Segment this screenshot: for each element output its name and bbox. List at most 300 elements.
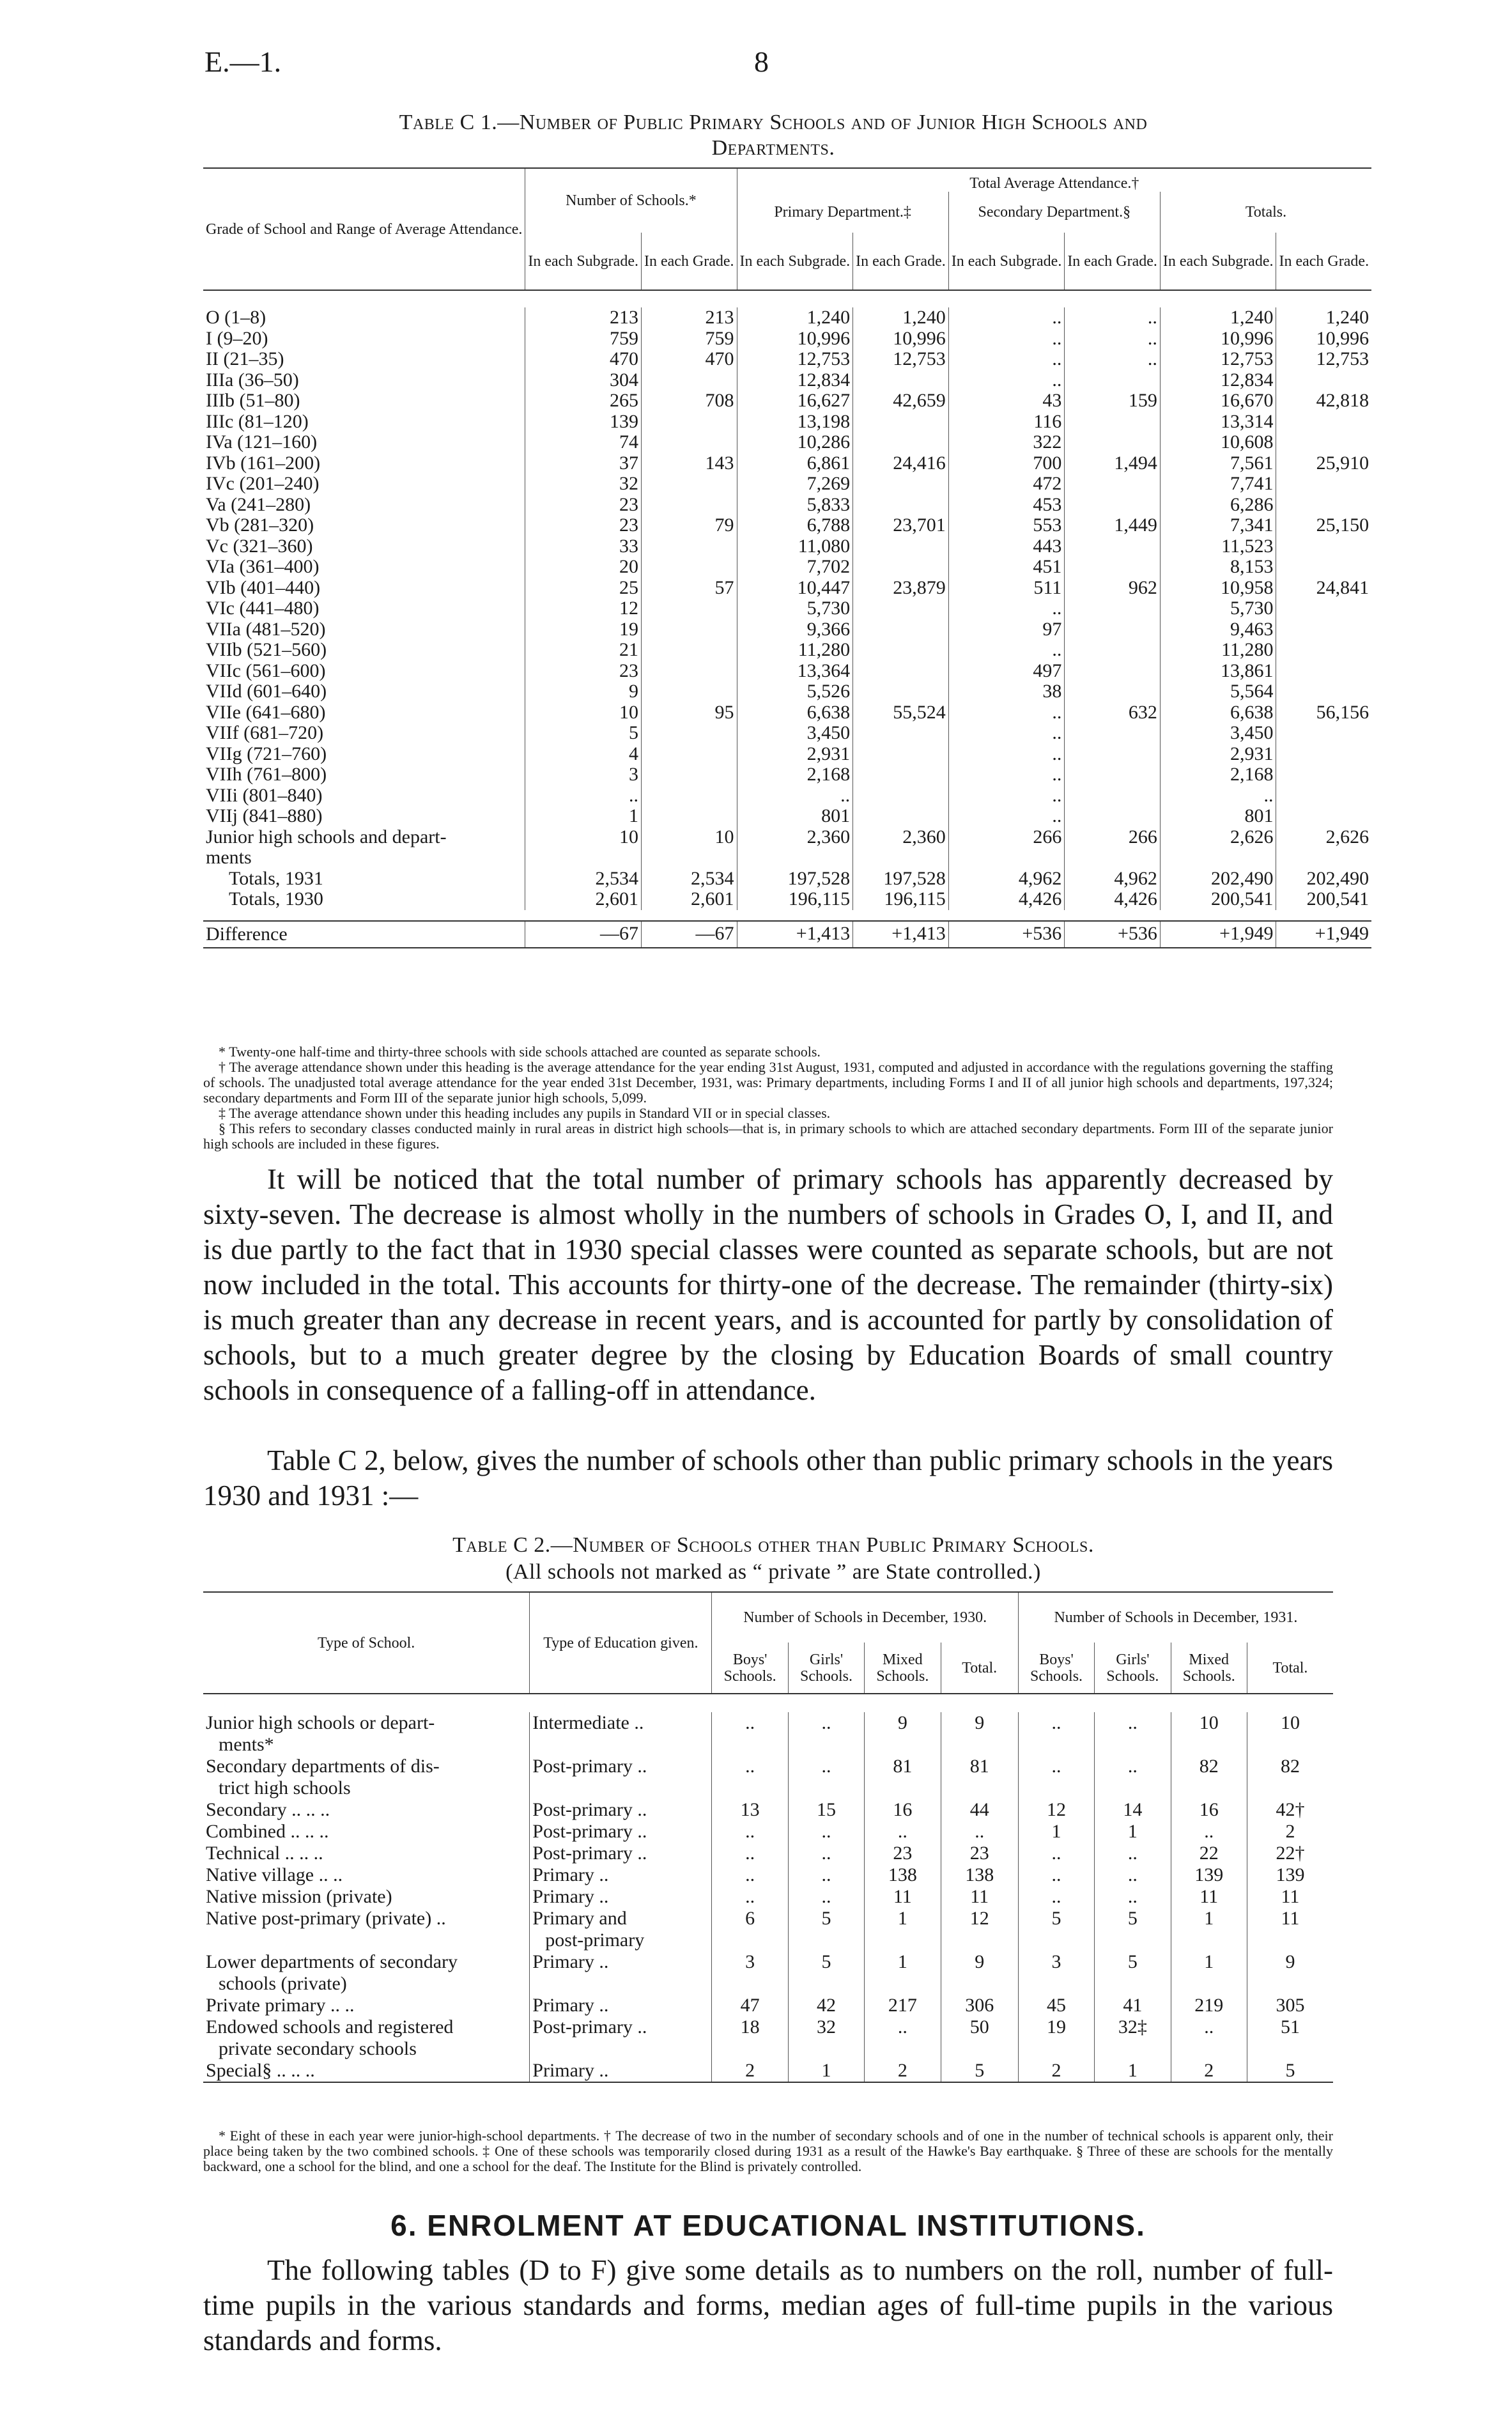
cell: [641, 474, 737, 495]
table-row: [203, 578, 1371, 599]
cell: 11: [865, 1886, 941, 1908]
cell: 5: [1095, 1908, 1171, 1929]
cell: ..: [1095, 1712, 1171, 1734]
cell: 10,996: [1160, 329, 1276, 350]
cell: ..: [1160, 785, 1276, 807]
table-row: [203, 1777, 1333, 1799]
cell: ..: [948, 640, 1065, 661]
cell: ..: [1171, 1821, 1247, 1843]
cell: 33: [525, 536, 642, 557]
cell: 47: [712, 1995, 788, 2016]
cell: [1095, 1777, 1171, 1799]
cell: ..: [948, 598, 1065, 619]
cell: 12: [525, 598, 642, 619]
cell: ..: [948, 370, 1065, 391]
table-row: [203, 847, 1371, 869]
cell: 511: [948, 578, 1065, 599]
table-row: [203, 412, 1371, 433]
table-row: [203, 702, 1371, 723]
cell: [941, 1929, 1018, 1951]
cell: 12,753: [1276, 349, 1371, 370]
cell: 304: [525, 370, 642, 391]
cell: [1018, 1929, 1094, 1951]
totals-row-1931: [203, 869, 1371, 890]
cell: [788, 1929, 864, 1951]
cell: [941, 1777, 1018, 1799]
cell: 2: [865, 2060, 941, 2082]
cell: ..: [948, 349, 1065, 370]
cell: 23,701: [853, 515, 949, 536]
cell: 18: [712, 2016, 788, 2038]
table-row: [203, 827, 1371, 848]
cell: 16: [865, 1799, 941, 1821]
cell: 1: [1171, 1908, 1247, 1929]
cell: 5,833: [737, 495, 853, 516]
table1-header-number-schools: Number of Schools.*: [525, 168, 737, 233]
cell: [853, 536, 949, 557]
cell: 6,638: [1160, 702, 1276, 723]
table-row: [203, 1712, 1333, 1734]
cell: ..: [737, 785, 853, 807]
cell: 5: [1095, 1951, 1171, 1973]
cell: 24,841: [1276, 578, 1371, 599]
cell: 23: [865, 1843, 941, 1864]
cell: [865, 1929, 941, 1951]
grade-label: IVa (121–160): [206, 431, 318, 452]
education-type: Primary ..: [530, 1951, 712, 1973]
cell: [641, 806, 737, 827]
cell: ..: [712, 1843, 788, 1864]
cell: ..: [948, 806, 1065, 827]
cell: 38: [948, 681, 1065, 702]
cell: 19: [1018, 2016, 1094, 2038]
table1-sub-grade: In each Grade.: [853, 233, 949, 290]
table-row: [203, 2038, 1333, 2060]
cell: 32‡: [1095, 2016, 1171, 2038]
cell: 3: [525, 764, 642, 785]
cell: +536: [948, 921, 1065, 948]
cell: [1247, 1973, 1333, 1995]
cell: 11,280: [1160, 640, 1276, 661]
cell: 9: [525, 681, 642, 702]
cell: 6,788: [737, 515, 853, 536]
cell: 82: [1171, 1756, 1247, 1777]
cell: 44: [941, 1799, 1018, 1821]
cell: 2,931: [737, 744, 853, 765]
cell: 265: [525, 390, 642, 412]
row-label: Difference: [206, 923, 288, 945]
cell: [712, 1929, 788, 1951]
cell: 23: [525, 515, 642, 536]
cell: 138: [941, 1864, 1018, 1886]
cell: [1018, 1777, 1094, 1799]
grade-label: ments: [206, 847, 252, 868]
grade-label: IIIa (36–50): [206, 369, 299, 390]
cell: [1065, 723, 1161, 744]
cell: 56,156: [1276, 702, 1371, 723]
cell: 10,286: [737, 432, 853, 453]
cell: [1276, 785, 1371, 807]
cell: [1095, 1734, 1171, 1756]
cell: ..: [788, 1864, 864, 1886]
cell: 6,286: [1160, 495, 1276, 516]
cell: [1065, 806, 1161, 827]
cell: 801: [737, 806, 853, 827]
cell: 12: [941, 1908, 1018, 1929]
cell: [1065, 598, 1161, 619]
cell: ..: [865, 1821, 941, 1843]
cell: 74: [525, 432, 642, 453]
cell: [788, 1777, 864, 1799]
cell: 497: [948, 661, 1065, 682]
table-row: [203, 1864, 1333, 1886]
cell: 7,741: [1160, 474, 1276, 495]
cell: 5: [525, 723, 642, 744]
cell: 213: [641, 307, 737, 329]
cell: 23: [525, 495, 642, 516]
cell: [853, 681, 949, 702]
cell: 4,962: [948, 869, 1065, 890]
footnote: * Eight of these in each year were junior-high-school departments. † The decrease of two in the number of secondary schools and of one in the number of technical schools is apparent only, their place being taken by the two combined schools. ‡ One of these schools was temporarily closed during 1931 as a result of the Hawke's Bay earthquake. § Three of these are schools for the mentally backward, one a school for the blind, and one a school for the deaf. The Institute for the Blind is privately controlled.: [203, 2128, 1333, 2174]
cell: 1,240: [737, 307, 853, 329]
cell: [1276, 723, 1371, 744]
cell: [1276, 536, 1371, 557]
school-type: Endowed schools and registered: [206, 2016, 454, 2038]
table-row: [203, 495, 1371, 516]
cell: 139: [525, 412, 642, 433]
cell: 200,541: [1276, 889, 1371, 910]
cell: [853, 619, 949, 640]
education-type: Intermediate ..: [530, 1712, 712, 1734]
cell: 213: [525, 307, 642, 329]
cell: [641, 785, 737, 807]
cell: 200,541: [1160, 889, 1276, 910]
cell: 11,080: [737, 536, 853, 557]
grade-label: VIIc (561–600): [206, 660, 326, 681]
cell: 2: [1247, 1821, 1333, 1843]
cell: [1065, 785, 1161, 807]
table-row: [203, 1886, 1333, 1908]
table-row: [203, 329, 1371, 350]
school-type: private secondary schools: [219, 2038, 417, 2059]
cell: [641, 598, 737, 619]
footnote: ‡ The average attendance shown under this heading includes any pupils in Standard VII or in special classes.: [219, 1105, 831, 1121]
cell: ..: [1095, 1864, 1171, 1886]
cell: 139: [1171, 1864, 1247, 1886]
page-number: 8: [754, 45, 769, 78]
table-row: [203, 723, 1371, 744]
school-type: Secondary departments of dis-: [206, 1756, 440, 1777]
cell: 1: [1095, 2060, 1171, 2082]
cell: ..: [788, 1821, 864, 1843]
cell: 2,168: [1160, 764, 1276, 785]
cell: 6,638: [737, 702, 853, 723]
grade-label: Vb (281–320): [206, 514, 314, 536]
cell: 19: [525, 619, 642, 640]
cell: 12,834: [737, 370, 853, 391]
cell: ..: [948, 723, 1065, 744]
grade-label: I (9–20): [206, 327, 268, 349]
cell: ..: [1018, 1756, 1094, 1777]
cell: ..: [788, 1886, 864, 1908]
cell: 7,341: [1160, 515, 1276, 536]
cell: 42: [788, 1995, 864, 2016]
cell: 4,426: [1065, 889, 1161, 910]
cell: 25,910: [1276, 453, 1371, 474]
cell: 5: [1247, 2060, 1333, 2082]
cell: 5: [941, 2060, 1018, 2082]
cell: 81: [941, 1756, 1018, 1777]
cell: 138: [865, 1864, 941, 1886]
cell: 10,996: [737, 329, 853, 350]
grade-label: VIIf (681–720): [206, 722, 324, 743]
table1-sub-subgrade: In each Subgrade.: [737, 233, 853, 290]
cell: 5,730: [1160, 598, 1276, 619]
series-code: E.—1.: [204, 45, 282, 78]
cell: [641, 370, 737, 391]
table-row: [203, 1951, 1333, 1973]
cell: 24,416: [853, 453, 949, 474]
row-label: Totals, 1931: [229, 867, 323, 889]
cell: 6: [712, 1908, 788, 1929]
cell: 1: [1018, 1821, 1094, 1843]
table1-sub-grade: In each Grade.: [641, 233, 737, 290]
cell: [712, 2038, 788, 2060]
cell: 10,996: [1276, 329, 1371, 350]
table1-header-primary: Primary Department.‡: [737, 192, 948, 233]
difference-row: [203, 921, 1371, 948]
cell: 4,426: [948, 889, 1065, 910]
cell: [1247, 1734, 1333, 1756]
table1-header-secondary: Secondary Department.§: [948, 192, 1160, 233]
cell: [1065, 432, 1161, 453]
school-type: Native post-primary (private) ..: [206, 1908, 446, 1929]
cell: [865, 1973, 941, 1995]
table-row: [203, 390, 1371, 412]
cell: 305: [1247, 1995, 1333, 2016]
cell: [1065, 640, 1161, 661]
cell: 25,150: [1276, 515, 1371, 536]
table2-sub-total: Total.: [1247, 1643, 1333, 1694]
cell: ..: [1018, 1886, 1094, 1908]
table2-footnote: [203, 2128, 1333, 2174]
cell: 25: [525, 578, 642, 599]
table-row: [203, 1799, 1333, 1821]
table2-sub-girls: Girls' Schools.: [1095, 1643, 1171, 1694]
cell: 219: [1171, 1995, 1247, 2016]
cell: +536: [1065, 921, 1161, 948]
cell: 553: [948, 515, 1065, 536]
cell: [1065, 764, 1161, 785]
cell: 9: [941, 1712, 1018, 1734]
cell: 9: [1247, 1951, 1333, 1973]
cell: 1: [865, 1951, 941, 1973]
cell: [1276, 764, 1371, 785]
cell: ..: [712, 1756, 788, 1777]
cell: 2,931: [1160, 744, 1276, 765]
section-paragraph: The following tables (D to F) give some details as to numbers on the roll, number of full-time pupils in the various standards and forms, median ages of full-time pupils in the various standards and forms.: [203, 2254, 1333, 2356]
school-type: trict high schools: [219, 1777, 351, 1798]
cell: 5,730: [737, 598, 853, 619]
cell: [1171, 1973, 1247, 1995]
cell: [853, 723, 949, 744]
cell: 11,523: [1160, 536, 1276, 557]
cell: ..: [948, 744, 1065, 765]
cell: 2: [712, 2060, 788, 2082]
cell: 3,450: [737, 723, 853, 744]
cell: 159: [1065, 390, 1161, 412]
table-row: [203, 744, 1371, 765]
footnote: * Twenty-one half-time and thirty-three schools with side schools attached are counted as separate schools.: [219, 1044, 821, 1060]
cell: 2,601: [641, 889, 737, 910]
education-type: Post-primary ..: [530, 1799, 712, 1821]
education-type: [530, 1734, 712, 1756]
cell: 5,564: [1160, 681, 1276, 702]
table-row: [203, 2060, 1333, 2082]
cell: [1276, 557, 1371, 578]
table-c1: [203, 167, 1371, 951]
cell: 95: [641, 702, 737, 723]
cell: ..: [1065, 307, 1161, 329]
cell: 472: [948, 474, 1065, 495]
cell: 21: [525, 640, 642, 661]
school-type: Technical .. .. ..: [206, 1843, 323, 1864]
cell: ..: [948, 307, 1065, 329]
cell: [1065, 495, 1161, 516]
cell: [1018, 2038, 1094, 2060]
table-row: [203, 785, 1371, 807]
cell: [1065, 744, 1161, 765]
education-type: Post-primary ..: [530, 1821, 712, 1843]
cell: [865, 1777, 941, 1799]
cell: [641, 412, 737, 433]
cell: ..: [525, 785, 642, 807]
table-row: [203, 536, 1371, 557]
table-row: [203, 661, 1371, 682]
cell: [865, 2038, 941, 2060]
cell: ..: [1065, 329, 1161, 350]
cell: 13: [712, 1799, 788, 1821]
cell: ..: [788, 1843, 864, 1864]
table-row: [203, 764, 1371, 785]
cell: 451: [948, 557, 1065, 578]
cell: 12,753: [853, 349, 949, 370]
cell: [1065, 681, 1161, 702]
cell: 202,490: [1160, 869, 1276, 890]
table2-sub-boys: Boys' Schools.: [712, 1643, 788, 1694]
cell: 32: [788, 2016, 864, 2038]
grade-label: VIIi (801–840): [206, 784, 323, 806]
table-row: [203, 349, 1371, 370]
cell: 759: [525, 329, 642, 350]
table1-sub-grade: In each Grade.: [1276, 233, 1371, 290]
school-type: Native village .. ..: [206, 1864, 343, 1885]
cell: 139: [1247, 1864, 1333, 1886]
cell: [1065, 557, 1161, 578]
cell: 196,115: [853, 889, 949, 910]
cell: ..: [865, 2016, 941, 2038]
cell: 2,534: [641, 869, 737, 890]
cell: [788, 1973, 864, 1995]
education-type: Post-primary ..: [530, 1843, 712, 1864]
table2-sub-mixed: Mixed Schools.: [1171, 1643, 1247, 1694]
cell: 700: [948, 453, 1065, 474]
cell: —67: [641, 921, 737, 948]
cell: [1065, 370, 1161, 391]
table1-sub-subgrade: In each Subgrade.: [525, 233, 642, 290]
table-row: [203, 598, 1371, 619]
cell: ..: [1095, 1756, 1171, 1777]
cell: ..: [712, 1886, 788, 1908]
cell: [1276, 495, 1371, 516]
table-row: [203, 557, 1371, 578]
cell: [1247, 2038, 1333, 2060]
cell: +1,949: [1276, 921, 1371, 948]
cell: ..: [1095, 1886, 1171, 1908]
cell: 5,526: [737, 681, 853, 702]
cell: 2: [1171, 2060, 1247, 2082]
cell: ..: [788, 1756, 864, 1777]
cell: [1171, 2038, 1247, 2060]
table1-header-totals: Totals.: [1160, 192, 1371, 233]
cell: 79: [641, 515, 737, 536]
footnote: § This refers to secondary classes conducted mainly in rural areas in district high schools—that is, in primary schools to which are attached secondary departments. Form III of the separate junior high schools are included in these figures.: [203, 1120, 1333, 1152]
school-type: Lower departments of secondary: [206, 1951, 458, 1972]
table2-caption-line2: (All schools not marked as “ private ” are State controlled.): [505, 1560, 1041, 1584]
cell: 202,490: [1276, 869, 1371, 890]
cell: 4: [525, 744, 642, 765]
table-row: [203, 1973, 1333, 1995]
cell: [641, 557, 737, 578]
table-row: [203, 2016, 1333, 2038]
cell: [853, 661, 949, 682]
cell: 962: [1065, 578, 1161, 599]
school-type: Junior high schools or depart-: [206, 1712, 435, 1733]
cell: [1065, 536, 1161, 557]
grade-label: VIIb (521–560): [206, 639, 327, 660]
cell: 1: [788, 2060, 864, 2082]
cell: 759: [641, 329, 737, 350]
cell: 2,626: [1276, 827, 1371, 848]
table2-header-1931: Number of Schools in December, 1931.: [1018, 1592, 1333, 1643]
cell: [853, 557, 949, 578]
cell: 10,447: [737, 578, 853, 599]
table1-sub-grade: In each Grade.: [1065, 233, 1161, 290]
education-type: [530, 1973, 712, 1995]
cell: 2,601: [525, 889, 642, 910]
cell: 10,608: [1160, 432, 1276, 453]
totals-row-1930: [203, 889, 1371, 910]
cell: [941, 1734, 1018, 1756]
grade-label: VIIa (481–520): [206, 618, 326, 640]
table-row: [203, 515, 1371, 536]
cell: 22: [1171, 1843, 1247, 1864]
cell: 10: [525, 827, 642, 848]
cell: [853, 432, 949, 453]
cell: [641, 681, 737, 702]
cell: 2: [1018, 2060, 1094, 2082]
cell: 57: [641, 578, 737, 599]
grade-label: VIb (401–440): [206, 576, 321, 598]
cell: ..: [1018, 1864, 1094, 1886]
cell: [853, 370, 949, 391]
cell: [641, 764, 737, 785]
table-row: [203, 453, 1371, 474]
cell: ..: [712, 1821, 788, 1843]
cell: [1276, 681, 1371, 702]
cell: 443: [948, 536, 1065, 557]
cell: [865, 1734, 941, 1756]
